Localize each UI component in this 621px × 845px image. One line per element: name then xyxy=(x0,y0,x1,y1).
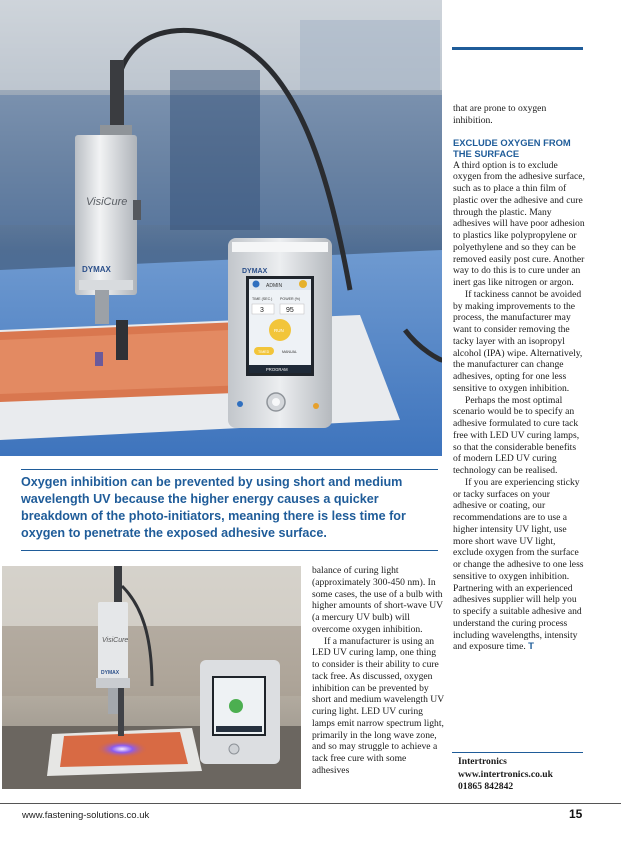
end-mark: T xyxy=(528,641,535,653)
lamp-brand-text: VisiCure xyxy=(86,196,128,208)
photo-curing-system xyxy=(0,0,442,456)
screen-mode-a: TIMED xyxy=(258,350,270,354)
bottom-lamp-logo: DYMAX xyxy=(101,670,120,676)
bottom-lamp-brand: VisiCure xyxy=(102,637,129,644)
contact-website[interactable]: www.intertronics.co.uk xyxy=(458,768,553,780)
right-para-4-text: If you are experiencing sticky or tacky surfaces on your adhesive or coating, our recommendations are to use a higher intensity UV light, use more short wave UV light, exclude oxygen from the surface or change the adhesive to one less sensitive to oxygen inhibition. Partnering with an experienced adhesives supplier will help you to specify a suitable adhesive and understand the curing process including wavelengths, intensity and exposure time. xyxy=(453,476,584,653)
right-para-1: A third option is to exclude oxygen from the adhesive surface, such as to place a thin film of plastic over the adhesive and cure through the plastic. Many adhesives will have poor adhesion to plastics like polypropylene or polyethylene and so they can be removed easily post cure. Another way to do this is to cure under an inert gas like nitrogen or argon. xyxy=(453,159,585,288)
screen-time-value: 3 xyxy=(260,307,264,314)
top-accent-rule xyxy=(452,47,583,50)
contact-company: Intertronics xyxy=(458,756,507,767)
right-para-4 xyxy=(453,477,585,653)
screen-admin-text: ADMIN xyxy=(266,283,283,289)
contact-block xyxy=(458,756,586,794)
pull-quote: Oxygen inhibition can be prevented by using short and medium wavelength UV because the higher energy causes a quicker breakdown of the photo-initiators, meaning there is less time for oxygen to penetrate the exposed adhesive surface. xyxy=(21,475,406,540)
right-column-text xyxy=(453,103,585,653)
contact-phone: 01865 842842 xyxy=(458,781,514,792)
right-para-2: If tackiness cannot be avoided by making improvements to the process, the manufacturer may want to consider removing the tacky layer with an isopropyl alcohol (IPA) wipe. Alternatively, the manufacturer can change adhesives, opting for one less sensitive to oxygen inhibition. xyxy=(453,288,583,394)
screen-start-text: RUN xyxy=(274,328,284,333)
screen-program-text: PROGRAM xyxy=(266,367,288,372)
right-intro: that are prone to oxygen inhibition. xyxy=(453,103,547,126)
right-para-3: Perhaps the most optimal scenario would be to specify an adhesive formulated to cure tack free with LED UV curing lamps, so that the considerable benefits of modern LED UV curing technology can be realised. xyxy=(453,394,580,476)
page-number: 15 xyxy=(569,807,583,821)
screen-mode-b: MANUAL xyxy=(282,350,297,354)
screen-time-label: TIME (SEC.) xyxy=(252,297,273,301)
screen-power-label: POWER (%) xyxy=(280,297,301,301)
contact-rule xyxy=(452,752,583,753)
footer-url[interactable]: www.fastening-solutions.co.uk xyxy=(22,810,150,821)
middle-column-text xyxy=(312,565,444,777)
pull-quote-rule-top xyxy=(21,469,438,470)
mid-para-2: If a manufacturer is using an LED UV curing lamp, one thing to consider is their ability to cure tack free. As discussed, oxygen inhibition can be prevented by short and medium wavelength UV curing light. LED UV curing lamps emit narrow spectrum light, primarily in the long wave zone, and so may struggle to achieve a tack free cure with some adhesives xyxy=(312,635,444,776)
pull-quote-rule-bottom xyxy=(21,550,438,551)
footer-rule xyxy=(0,803,621,804)
lamp-logo-text: DYMAX xyxy=(82,265,111,274)
photo-lamp-curing xyxy=(2,566,301,789)
mid-para-1: balance of curing light (approximately 300-450 nm). In some cases, the use of a bulb with higher amounts of short-wave UV (a mercury UV bulb) will overcome oxygen inhibition. xyxy=(312,565,443,635)
section-heading: EXCLUDE OXYGEN FROM THE SURFACE xyxy=(453,136,571,159)
screen-power-value: 95 xyxy=(286,307,294,314)
controller-logo-text: DYMAX xyxy=(242,268,268,275)
